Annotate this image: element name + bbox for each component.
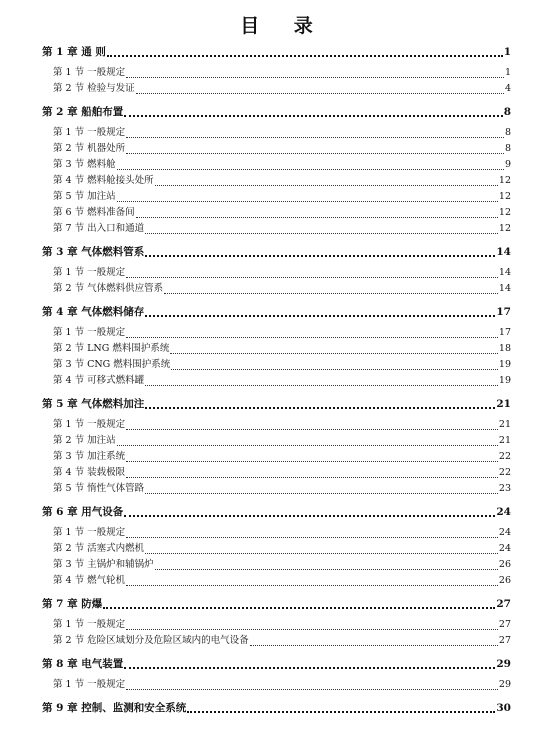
toc-section-page-number: 1 <box>504 67 511 78</box>
dot-leader <box>117 445 498 446</box>
toc-section-page-number: 21 <box>498 435 511 446</box>
toc-section-page-number: 12 <box>498 207 511 218</box>
toc-section-label: 第 1 节 一般规定 <box>53 527 126 538</box>
toc-section-label: 第 4 节 装载极限 <box>53 467 126 478</box>
toc-section[interactable] <box>42 173 511 189</box>
toc-section-page-number: 21 <box>498 419 511 430</box>
toc-chapter-label: 第 8 章 电气装置 <box>42 658 124 670</box>
toc-chapter-page-number: 27 <box>496 598 511 610</box>
dot-leader <box>126 585 498 586</box>
toc-section-label: 第 2 节 机器处所 <box>53 143 126 154</box>
toc-section-label: 第 2 节 气体燃料供应管系 <box>53 283 164 294</box>
toc-section-label: 第 1 节 一般规定 <box>53 127 126 138</box>
toc-section[interactable] <box>42 205 511 221</box>
dot-leader <box>145 493 498 494</box>
dot-leader <box>145 385 498 386</box>
toc-section-page-number: 24 <box>498 527 511 538</box>
toc-section-page-number: 27 <box>498 619 511 630</box>
dot-leader <box>145 255 495 257</box>
toc-section-label: 第 3 节 加注系统 <box>53 451 126 462</box>
toc-chapter-page-number: 21 <box>496 398 511 410</box>
dot-leader <box>145 407 495 409</box>
toc-section-page-number: 12 <box>498 191 511 202</box>
table-of-contents <box>42 44 511 716</box>
toc-section-label: 第 2 节 活塞式内燃机 <box>53 543 145 554</box>
toc-chapter[interactable] <box>42 596 511 612</box>
dot-leader <box>126 629 498 630</box>
toc-section-label: 第 2 节 危险区域划分及危险区域内的电气设备 <box>53 635 249 646</box>
toc-section[interactable] <box>42 81 511 97</box>
toc-section-label: 第 1 节 一般规定 <box>53 679 126 690</box>
toc-section[interactable] <box>42 541 511 557</box>
toc-chapter-page-number: 8 <box>503 106 511 118</box>
toc-section-label: 第 4 节 燃料舱接头处所 <box>53 175 154 186</box>
toc-chapter-page-number: 30 <box>496 702 511 714</box>
toc-chapter[interactable] <box>42 104 511 120</box>
toc-section-label: 第 1 节 一般规定 <box>53 67 126 78</box>
dot-leader <box>103 607 495 609</box>
toc-section-page-number: 22 <box>498 451 511 462</box>
toc-section-label: 第 3 节 燃料舱 <box>53 159 116 170</box>
toc-chapter[interactable] <box>42 244 511 260</box>
toc-chapter-page-number: 29 <box>496 658 511 670</box>
toc-chapter-page-number: 17 <box>496 306 511 318</box>
dot-leader <box>126 153 504 154</box>
toc-section-page-number: 14 <box>498 267 511 278</box>
toc-chapter-label: 第 4 章 气体燃料储存 <box>42 306 145 318</box>
dot-leader <box>126 277 498 278</box>
dot-leader <box>126 137 504 138</box>
toc-section-page-number: 27 <box>498 635 511 646</box>
toc-chapter[interactable] <box>42 504 511 520</box>
dot-leader <box>126 429 498 430</box>
dot-leader <box>126 77 504 78</box>
toc-section[interactable] <box>42 189 511 205</box>
toc-section-page-number: 23 <box>498 483 511 494</box>
dot-leader <box>155 569 498 570</box>
dot-leader <box>164 293 498 294</box>
dot-leader <box>117 201 498 202</box>
dot-leader <box>136 93 504 94</box>
toc-chapter[interactable] <box>42 44 511 60</box>
toc-section[interactable] <box>42 281 511 297</box>
toc-section[interactable] <box>42 141 511 157</box>
dot-leader <box>187 711 495 713</box>
toc-section[interactable] <box>42 341 511 357</box>
dot-leader <box>126 537 498 538</box>
toc-section[interactable] <box>42 357 511 373</box>
toc-section[interactable] <box>42 677 511 693</box>
toc-section-label: 第 5 节 惰性气体管路 <box>53 483 145 494</box>
toc-chapter[interactable] <box>42 304 511 320</box>
toc-chapter-label: 第 3 章 气体燃料管系 <box>42 246 145 258</box>
toc-chapter-page-number: 24 <box>496 506 511 518</box>
toc-chapter-label: 第 5 章 气体燃料加注 <box>42 398 145 410</box>
dot-leader <box>107 55 503 57</box>
toc-section[interactable] <box>42 221 511 237</box>
toc-section-page-number: 26 <box>498 559 511 570</box>
toc-section-label: 第 4 节 可移式燃料罐 <box>53 375 145 386</box>
toc-section[interactable] <box>42 125 511 141</box>
toc-section-page-number: 19 <box>498 375 511 386</box>
dot-leader <box>126 461 498 462</box>
toc-section-page-number: 22 <box>498 467 511 478</box>
dot-leader <box>126 477 498 478</box>
dot-leader <box>155 185 498 186</box>
toc-section-label: 第 1 节 一般规定 <box>53 419 126 430</box>
toc-section-label: 第 5 节 加注站 <box>53 191 116 202</box>
toc-section-label: 第 7 节 出入口和通道 <box>53 223 145 234</box>
dot-leader <box>136 217 498 218</box>
dot-leader <box>170 353 498 354</box>
toc-section-page-number: 14 <box>498 283 511 294</box>
toc-chapter-label: 第 2 章 船舶布置 <box>42 106 124 118</box>
toc-section-label: 第 4 节 燃气轮机 <box>53 575 126 586</box>
toc-section[interactable] <box>42 417 511 433</box>
toc-section[interactable] <box>42 65 511 81</box>
toc-section-page-number: 8 <box>504 143 511 154</box>
toc-section[interactable] <box>42 265 511 281</box>
toc-section-page-number: 19 <box>498 359 511 370</box>
toc-chapter[interactable] <box>42 656 511 672</box>
toc-section-page-number: 18 <box>498 343 511 354</box>
toc-section-label: 第 1 节 一般规定 <box>53 327 126 338</box>
dot-leader <box>145 315 495 317</box>
toc-section-page-number: 12 <box>498 223 511 234</box>
toc-section-label: 第 1 节 一般规定 <box>53 619 126 630</box>
toc-section-page-number: 17 <box>498 327 511 338</box>
dot-leader <box>124 667 495 669</box>
toc-section[interactable] <box>42 433 511 449</box>
toc-chapter-label: 第 6 章 用气设备 <box>42 506 124 518</box>
toc-chapter[interactable] <box>42 396 511 412</box>
toc-section[interactable] <box>42 573 511 589</box>
toc-section-page-number: 12 <box>498 175 511 186</box>
toc-chapter[interactable] <box>42 700 511 716</box>
toc-chapter-page-number: 14 <box>496 246 511 258</box>
toc-section[interactable] <box>42 325 511 341</box>
toc-section[interactable] <box>42 373 511 389</box>
toc-section-page-number: 26 <box>498 575 511 586</box>
dot-leader <box>117 169 504 170</box>
dot-leader <box>250 645 498 646</box>
dot-leader <box>145 233 498 234</box>
dot-leader <box>171 369 498 370</box>
toc-chapter-label: 第 1 章 通 则 <box>42 46 106 58</box>
toc-section-label: 第 3 节 CNG 燃料围护系统 <box>53 359 171 370</box>
toc-section-label: 第 1 节 一般规定 <box>53 267 126 278</box>
toc-section[interactable] <box>42 617 511 633</box>
toc-section[interactable] <box>42 449 511 465</box>
toc-chapter-label: 第 9 章 控制、监测和安全系统 <box>42 702 187 714</box>
toc-section[interactable] <box>42 157 511 173</box>
toc-section-page-number: 8 <box>504 127 511 138</box>
toc-section[interactable] <box>42 465 511 481</box>
toc-section[interactable] <box>42 557 511 573</box>
toc-chapter-page-number: 1 <box>503 46 511 58</box>
dot-leader <box>124 115 502 117</box>
dot-leader <box>145 553 498 554</box>
toc-section-page-number: 4 <box>504 83 511 94</box>
toc-section-page-number: 29 <box>498 679 511 690</box>
toc-section-label: 第 2 节 检验与发证 <box>53 83 135 94</box>
dot-leader <box>126 337 498 338</box>
dot-leader <box>126 689 498 690</box>
toc-section-label: 第 6 节 燃料准备间 <box>53 207 135 218</box>
toc-section[interactable] <box>42 525 511 541</box>
toc-section-label: 第 2 节 LNG 燃料围护系统 <box>53 343 170 354</box>
toc-section[interactable] <box>42 633 511 649</box>
toc-section-label: 第 3 节 主锅炉和辅锅炉 <box>53 559 154 570</box>
toc-section-label: 第 2 节 加注站 <box>53 435 116 446</box>
toc-title: 目 录 <box>240 15 327 37</box>
toc-section-page-number: 24 <box>498 543 511 554</box>
toc-section[interactable] <box>42 481 511 497</box>
dot-leader <box>124 515 495 517</box>
toc-chapter-label: 第 7 章 防爆 <box>42 598 103 610</box>
toc-section-page-number: 9 <box>504 159 511 170</box>
